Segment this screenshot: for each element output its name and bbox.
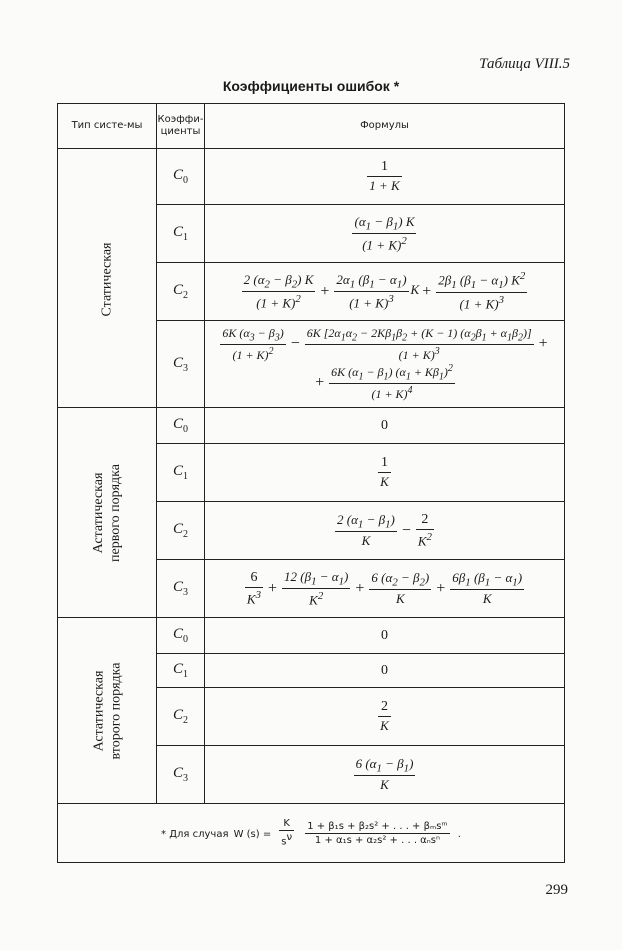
system-type-astatic-second: Астатическая второго порядка: [58, 618, 157, 804]
formula-cell: $\frac{6K (\alpha_3 - \beta_3)}{(1 + K)^2}$ − $\frac{6K [2\alpha_1\alpha_2 - 2K\beta_1\beta_2 + (K - 1) (\alpha_2\beta_1 + \alpha_1\beta_2)]}{(1 + K)^3}$ + + $\frac{6K (\alpha_1 - \beta_1) (\alpha_1 + K\beta_1)^2}{(1 + K)^4}$: [204, 321, 564, 408]
coefficient-cell: $C_0$: [156, 618, 204, 654]
formula-cell: $\frac{2}{K}$: [204, 688, 564, 746]
formula-cell: $\frac{6}{K^3}$ + $\frac{12 (\beta_1 - \alpha_1)}{K^2}$ + $\frac{6 (\alpha_2 - \beta_2)}{K}$ + $\frac{6\beta_1 (\beta_1 - \alpha_1)}{K}$: [204, 560, 564, 618]
table-row: [58, 149, 565, 205]
coefficient-cell: $C_0$: [156, 408, 204, 444]
formula-cell: $\frac{1}{1 + K}$: [204, 149, 564, 205]
coefficient-cell: $C_2$: [156, 688, 204, 746]
coefficient-cell: $C_2$: [156, 502, 204, 560]
coefficient-cell: $C_1$: [156, 444, 204, 502]
coefficient-cell: $C_2$: [156, 263, 204, 321]
system-type-static: Статическая: [58, 149, 157, 408]
table-header-row: [58, 104, 565, 149]
formula-cell: $\frac{1}{K}$: [204, 444, 564, 502]
coefficient-cell: $C_1$: [156, 205, 204, 263]
formula-cell: $\frac{6 (\alpha_1 - \beta_1)}{K}$: [204, 746, 564, 804]
formula-cell: 0: [204, 618, 564, 654]
coefficient-cell: $C_3$: [156, 321, 204, 408]
coefficient-cell: $C_0$: [156, 149, 204, 205]
coefficient-cell: $C_1$: [156, 654, 204, 688]
table-row: [58, 618, 565, 654]
table-number: Таблица VIII.5: [479, 56, 570, 72]
header-coefficients: Коэффи-циенты: [156, 104, 204, 149]
formula-cell: $\frac{2 (\alpha_2 - \beta_2) K}{(1 + K)^2}$ + $\frac{2\alpha_1 (\beta_1 - \alpha_1)}{(1 + K)^3}$ K + $\frac{2\beta_1 (\beta_1 - \alpha_1) K^2}{(1 + K)^3}$: [204, 263, 564, 321]
footnote: * Для случая W (s) = $\frac{K}{s^\nu}$ $\frac{\text{1 + β₁s + β₂s² + . . . + βₘsᵐ}}{\text{1 + α₁s + α₂s² + . . . αₙsⁿ}}$ .: [58, 804, 565, 863]
page-number: 299: [545, 882, 568, 898]
page-title: Коэффициенты ошибок *: [222, 78, 400, 94]
formula-cell: $\frac{(\alpha_1 - \beta_1) K}{(1 + K)^2}$: [204, 205, 564, 263]
footnote-row: [58, 804, 565, 863]
coefficient-cell: $C_3$: [156, 560, 204, 618]
header-formulas: Формулы: [204, 104, 564, 149]
table-row: [58, 408, 565, 444]
formula-cell: 0: [204, 654, 564, 688]
header-type: Тип систе-мы: [58, 104, 157, 149]
formula-cell: 0: [204, 408, 564, 444]
coefficient-cell: $C_3$: [156, 746, 204, 804]
system-type-astatic-first: Астатическая первого порядка: [58, 408, 157, 618]
error-coefficients-table: [57, 103, 565, 863]
formula-cell: $\frac{2 (\alpha_1 - \beta_1)}{K}$ − $\frac{2}{K^2}$: [204, 502, 564, 560]
